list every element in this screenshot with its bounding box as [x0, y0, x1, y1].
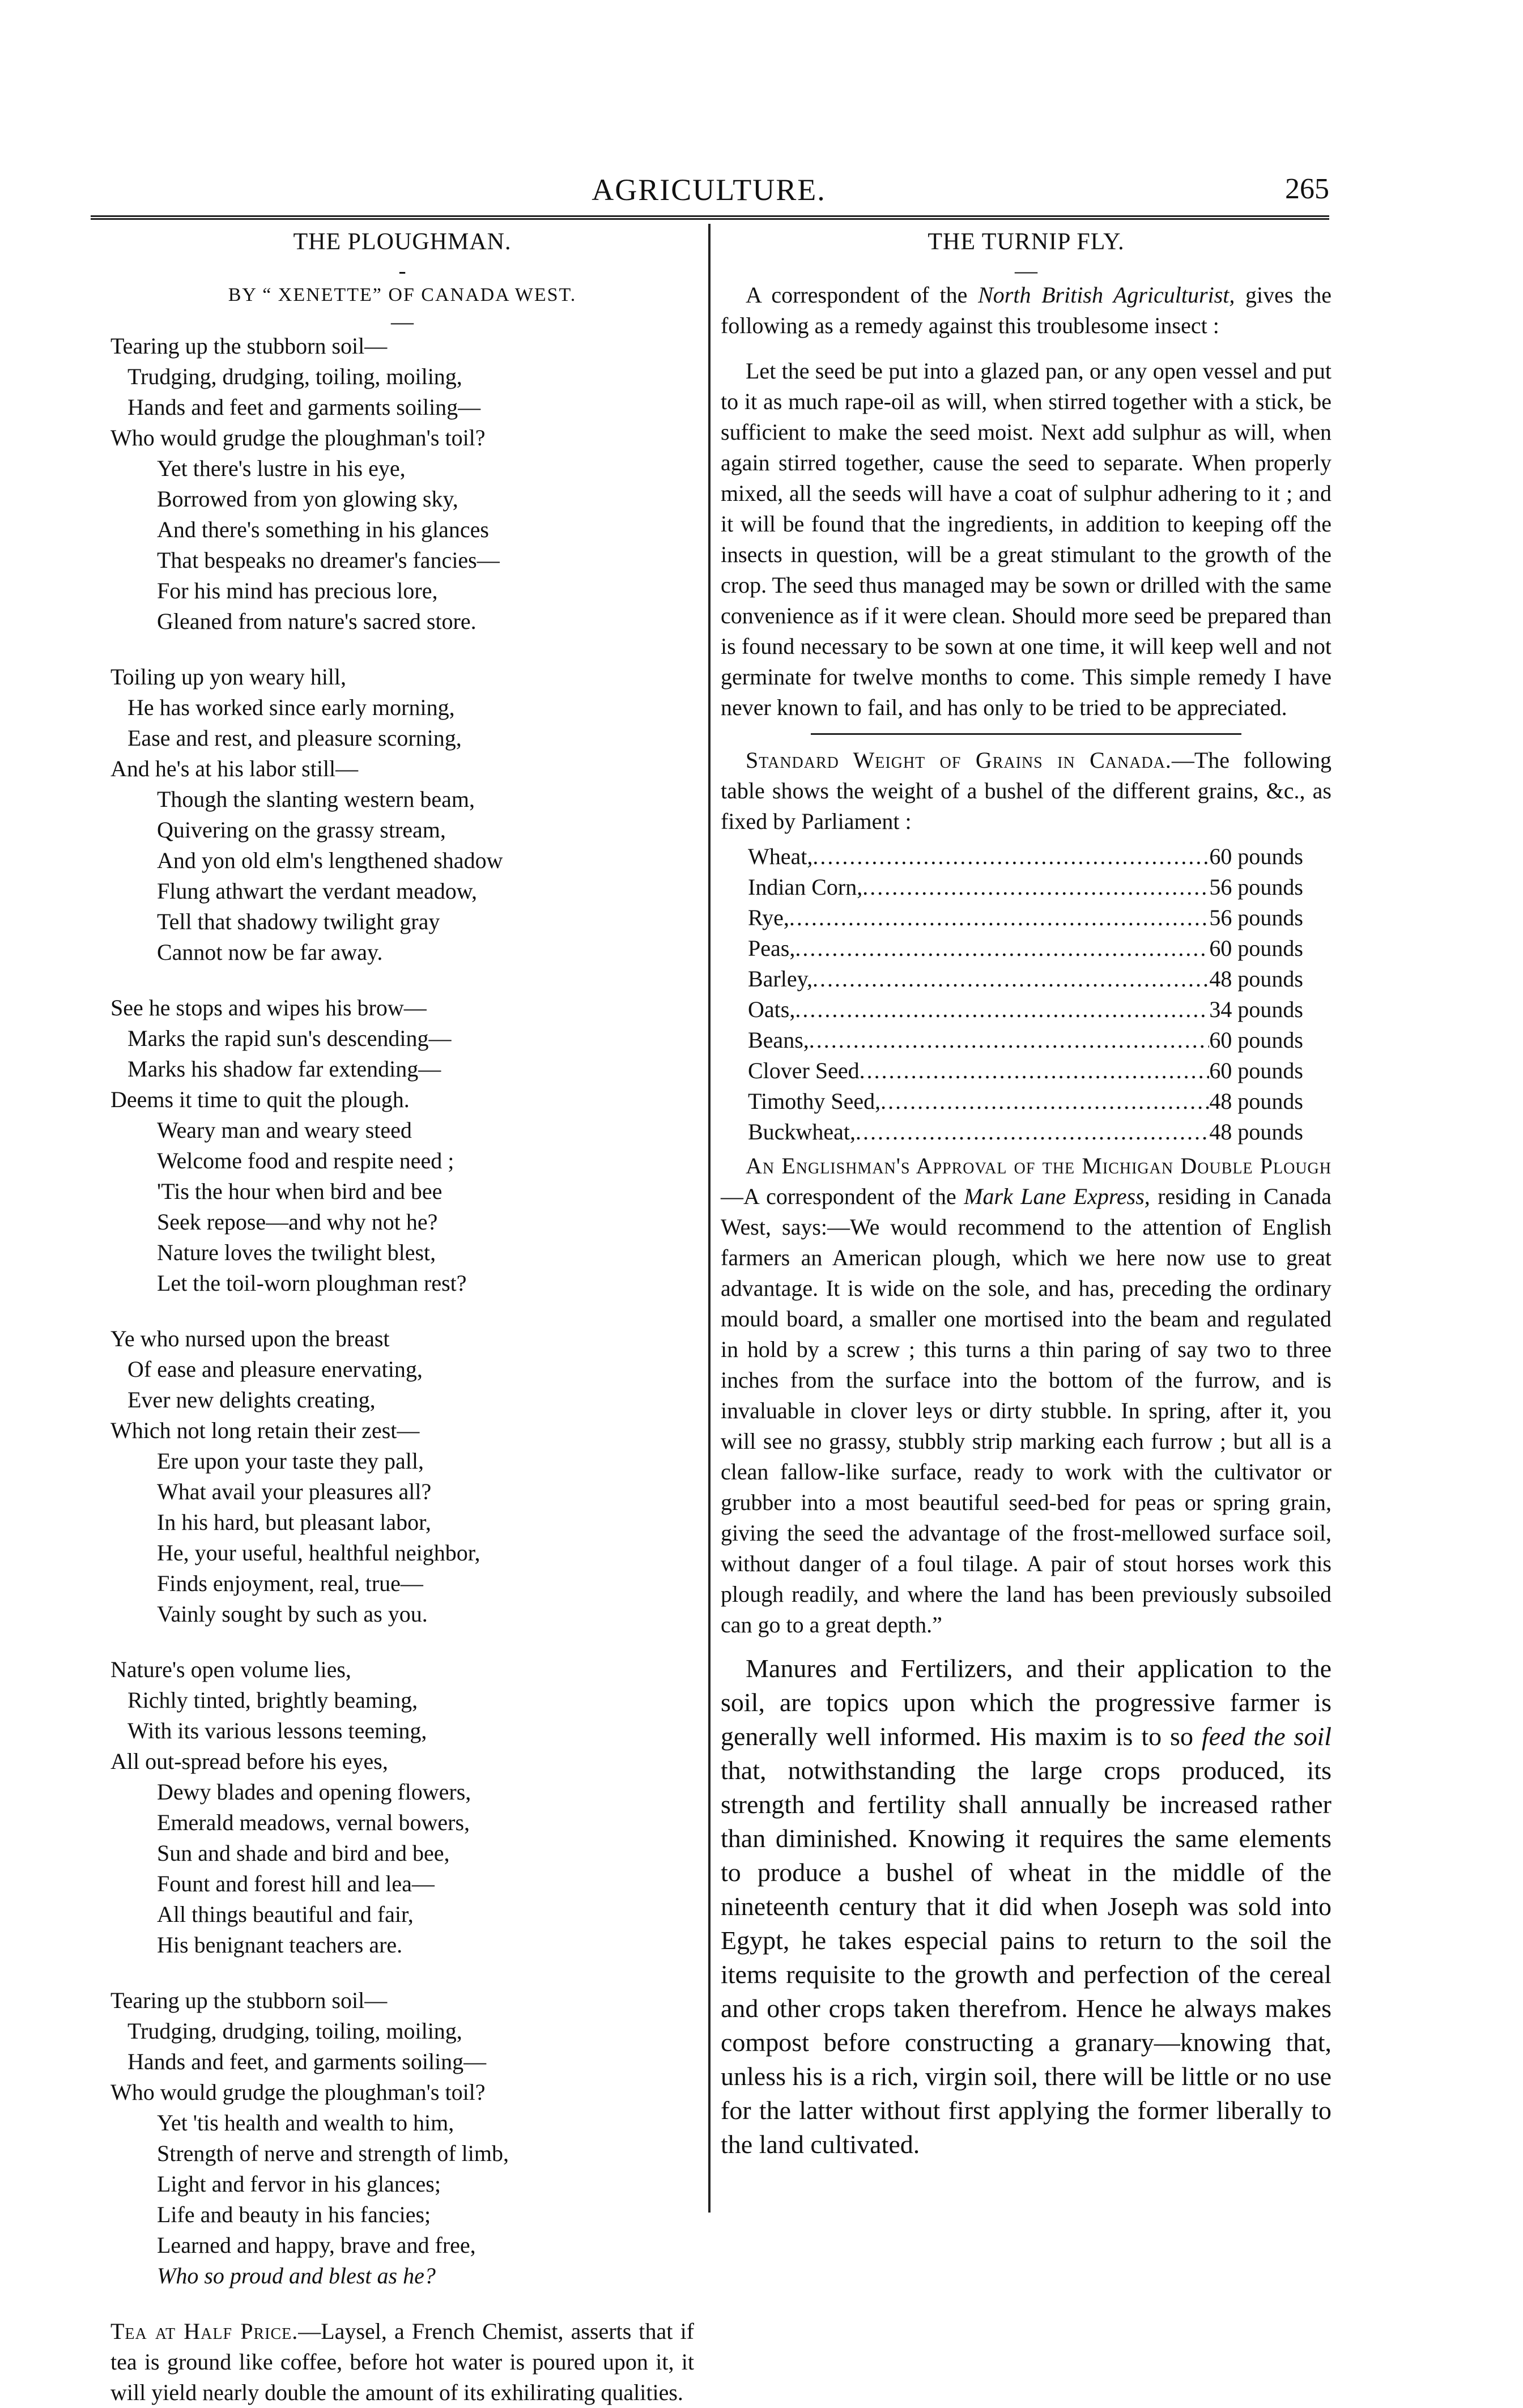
poem-line: Welcome food and respite need ; — [157, 1148, 454, 1173]
grain-row — [748, 1025, 1303, 1056]
grain-row — [748, 903, 1303, 933]
poem-line: What avail your pleasures all? — [157, 1479, 432, 1504]
poem-line: Yet there's lustre in his eye, — [157, 456, 406, 481]
grain-amount: 48 pounds — [1209, 1088, 1303, 1114]
poem-line: Nature loves the twilight blest, — [157, 1240, 436, 1265]
byline-dash: — — [391, 309, 414, 334]
poem-line: Hands and feet, and garments soiling— — [127, 2049, 487, 2074]
poem-line: Flung athwart the verdant meadow, — [157, 878, 478, 904]
poem-line: 'Tis the hour when bird and bee — [157, 1179, 443, 1204]
grain-amount: 60 pounds — [1209, 1027, 1303, 1053]
title-dash: — — [1015, 258, 1037, 283]
poem-line: Which not long retain their zest— — [110, 1418, 420, 1443]
poem-line: All out-spread before his eyes, — [110, 1748, 388, 1774]
grain-amount: 56 pounds — [1209, 874, 1303, 900]
tea-note — [110, 2316, 694, 2408]
poem-line: Ever new delights creating, — [127, 1387, 376, 1413]
poem-line: See he stops and wipes his brow— — [110, 995, 427, 1020]
poem-line: For his mind has precious lore, — [157, 578, 438, 603]
intro-publication: North British Agriculturist, — [978, 282, 1235, 308]
poem-line: All things beautiful and fair, — [157, 1901, 414, 1927]
poem-line: Toiling up yon weary hill, — [110, 664, 347, 690]
poem-line: Seek repose—and why not he? — [157, 1209, 438, 1235]
poem-byline: BY “ XENETTE” OF CANADA WEST. — [228, 284, 577, 305]
manures-article — [721, 1652, 1331, 2162]
grain-amount: 34 pounds — [1209, 997, 1303, 1022]
poem-line: Though the slanting western beam, — [157, 786, 475, 812]
poem-line: Gleaned from nature's sacred store. — [157, 609, 477, 634]
poem-line: Who would grudge the ploughman's toil? — [110, 2079, 486, 2105]
title-dash: - — [398, 258, 406, 283]
grain-name: Beans, — [748, 1027, 809, 1053]
poem-line: Emerald meadows, vernal bowers, — [157, 1810, 470, 1835]
grain-name: Indian Corn, — [748, 874, 863, 900]
grain-intro-text: —The following table shows the weight of a bushel of the different grains, &c., as fixed by Parliament : — [721, 747, 1331, 834]
running-title: AGRICULTURE. — [592, 173, 826, 207]
grain-row — [748, 1117, 1303, 1147]
poem-line: Let the toil-worn ploughman rest? — [157, 1270, 467, 1296]
stanza-2 — [110, 662, 694, 968]
turnip-intro — [721, 280, 1331, 341]
grain-heading: Standard Weight of Grains in Canada. — [746, 747, 1172, 773]
poem-line: In his hard, but pleasant labor, — [157, 1509, 431, 1535]
grain-name: Barley, — [748, 966, 813, 992]
grain-intro — [721, 745, 1331, 837]
header-double-rule — [91, 215, 1329, 220]
poem-line: Richly tinted, brightly beaming, — [127, 1687, 418, 1713]
manures-text: Manures and Fertilizers, and their application to the soil, are topics upon which the progressive farmer is generally well informed. His maxim is to so — [721, 1654, 1331, 1751]
plough-publication: Mark Lane Express, — [964, 1184, 1150, 1209]
grain-row — [748, 841, 1303, 872]
poem-line: And he's at his labor still— — [110, 756, 359, 781]
plough-article — [721, 1151, 1331, 1640]
poem-line: Deems it time to quit the plough. — [110, 1087, 410, 1112]
stanza-1 — [110, 331, 694, 637]
page-number: 265 — [1285, 173, 1329, 205]
poem-line: Who so proud and blest as he? — [157, 2263, 436, 2288]
poem-line: Fount and forest hill and lea— — [157, 1871, 435, 1896]
manures-text: that, notwithstanding the large crops produced, its strength and fertility shall annually be increased rather than diminished. Knowing it requires the same elements to produce a bushel of wheat in the middle of the nineteenth century that it did when Joseph was sold into Egypt, he takes especial pains to return to the soil the items requisite to the growth and perfection of the cereal and other crops taken therefrom. Hence he always makes compost before constructing a granary—knowing that, unless his is a rich, virgin soil, there will be little or no use for the latter without first applying the former liberally to the land cultivated. — [721, 1756, 1331, 2159]
poem-line: Yet 'tis health and wealth to him, — [157, 2110, 454, 2135]
poem-line: Tearing up the stubborn soil— — [110, 1988, 388, 2013]
poem-line: Learned and happy, brave and free, — [157, 2232, 476, 2258]
manures-emphasis: feed the soil — [1201, 1722, 1331, 1751]
poem-line: Borrowed from yon glowing sky, — [157, 486, 458, 512]
grain-row — [748, 964, 1303, 994]
grain-row — [748, 872, 1303, 903]
stanza-6 — [110, 1985, 694, 2291]
grain-name: Peas, — [748, 935, 795, 961]
grain-amount: 48 pounds — [1209, 966, 1303, 992]
poem-line: Hands and feet and garments soiling— — [127, 394, 481, 420]
grain-name: Rye, — [748, 905, 789, 930]
grain-name: Wheat, — [748, 844, 813, 869]
poem-line: His benignant teachers are. — [157, 1932, 403, 1958]
grain-amount: 60 pounds — [1209, 935, 1303, 961]
poem-line: Cannot now be far away. — [157, 939, 383, 965]
poem-line: Ye who nursed upon the breast — [110, 1326, 390, 1351]
plough-heading: An Englishman's Approval of the Michigan Double Plough — [746, 1153, 1331, 1179]
column-divider — [708, 224, 711, 2213]
poem-line: Nature's open volume lies, — [110, 1657, 351, 1682]
grain-amount: 60 pounds — [1209, 844, 1303, 869]
poem-line: With its various lessons teeming, — [127, 1718, 427, 1743]
poem-line: Trudging, drudging, toiling, moiling, — [127, 2018, 462, 2044]
intro-text: A correspondent of the — [746, 282, 979, 308]
stanza-3 — [110, 993, 694, 1299]
tea-text: —Laysel, a French Chemist, asserts that if tea is ground like coffee, before hot water is poured upon it, it will yield nearly double the amount of its exhilirating qualities. — [110, 2318, 694, 2405]
intro-text: gives the following as a remedy against this troublesome insect : — [721, 282, 1331, 338]
tea-heading: Tea at Half Price. — [110, 2318, 299, 2344]
poem-line: Who would grudge the ploughman's toil? — [110, 425, 486, 450]
plough-text: —A correspondent of the — [721, 1184, 964, 1209]
section-rule — [811, 733, 1241, 735]
poem-line: Ease and rest, and pleasure scorning, — [127, 725, 462, 751]
poem-line: Sun and shade and bird and bee, — [157, 1840, 450, 1866]
stanza-5 — [110, 1654, 694, 1960]
grain-name: Clover Seed — [748, 1058, 860, 1083]
poem-line: Life and beauty in his fancies; — [157, 2202, 431, 2227]
poem-line: Marks the rapid sun's descending— — [127, 1026, 452, 1051]
grain-row — [748, 1086, 1303, 1117]
poem-line: Vainly sought by such as you. — [157, 1601, 428, 1627]
poem-line: Weary man and weary steed — [157, 1117, 412, 1143]
poem-line: Light and fervor in his glances; — [157, 2171, 441, 2197]
poem-line: And yon old elm's lengthened shadow — [157, 848, 503, 873]
poem-line: Tearing up the stubborn soil— — [110, 333, 388, 359]
grain-row — [748, 1056, 1303, 1086]
grain-row — [748, 933, 1303, 964]
turnip-remedy: Let the seed be put into a glazed pan, or any open vessel and put to it as much rape-oil as will, when stirred together with a stick, be sufficient to make the seed moist. Next add sulphur as will, when again stirred together, cause the seed to separate. When properly mixed, all the seeds will have a coat of sulphur adhering to it ; and it will be found that the ingredients, in addition to keeping off the insects in question, will be a great stimulant to the growth of the crop. The seed thus managed may be sown or drilled with the same convenience as if it were clean. Should more seed be prepared than is found necessary to be sown at one time, it will keep well and not germinate for twelve months to come. This simple remedy I have never known to fail, and has only to be tried to be appreciated. — [721, 358, 1331, 720]
poem-line: He, your useful, healthful neighbor, — [157, 1540, 480, 1565]
grain-amount: 48 pounds — [1209, 1119, 1303, 1145]
grain-name: Buckwheat, — [748, 1119, 856, 1145]
poem-line: Finds enjoyment, real, true— — [157, 1571, 423, 1596]
poem-line: Of ease and pleasure enervating, — [127, 1356, 423, 1382]
stanza-4 — [110, 1324, 694, 1630]
grain-name: Timothy Seed, — [748, 1088, 881, 1114]
poem-line: Strength of nerve and strength of limb, — [157, 2141, 509, 2166]
poem-line: That bespeaks no dreamer's fancies— — [157, 547, 500, 573]
grain-amount: 60 pounds — [1209, 1058, 1303, 1083]
poem-line: Quivering on the grassy stream, — [157, 817, 446, 843]
poem-line: He has worked since early morning, — [127, 695, 455, 720]
grain-amount: 56 pounds — [1209, 905, 1303, 930]
poem-line: And there's something in his glances — [157, 517, 489, 542]
left-column — [110, 227, 694, 2408]
grain-row — [748, 994, 1303, 1025]
plough-text: residing in Canada West, says:—We would recommend to the attention of English farmers an American plough, which we here now use to great advantage. It is wide on the sole, and has, preceding the ordinary mould board, a smaller one mortised into the beam and regulated in hold by a screw ; this turns a thin paring of say two to three inches from the surface into the bottom of the furrow, and is invaluable in clover leys or dirty stubble. In spring, after it, you will see no grassy, stubbly strip marking each furrow ; but all is a clean fallow-like surface, ready to work with the cultivator or grubber into a most beautiful seed-bed for peas or spring grain, giving the seed the advantage of the frost-mellowed surface soil, without danger of a foul tilage. A pair of stout horses work this plough readily, and where the land has been previously subsoiled can go to a great depth.” — [721, 1184, 1332, 1637]
poem-line: Ere upon your taste they pall, — [157, 1448, 424, 1474]
poem-title: THE PLOUGHMAN. — [293, 229, 512, 255]
poem-line: Marks his shadow far extending— — [127, 1056, 441, 1082]
poem-line: Tell that shadowy twilight gray — [157, 909, 440, 934]
article-title: THE TURNIP FLY. — [928, 229, 1125, 255]
right-column — [721, 227, 1331, 2162]
poem-line: Trudging, drudging, toiling, moiling, — [127, 364, 462, 389]
grain-name: Oats, — [748, 997, 795, 1022]
poem-line: Dewy blades and opening flowers, — [157, 1779, 471, 1805]
running-header — [88, 168, 1329, 213]
grain-weights-table — [748, 841, 1303, 1147]
